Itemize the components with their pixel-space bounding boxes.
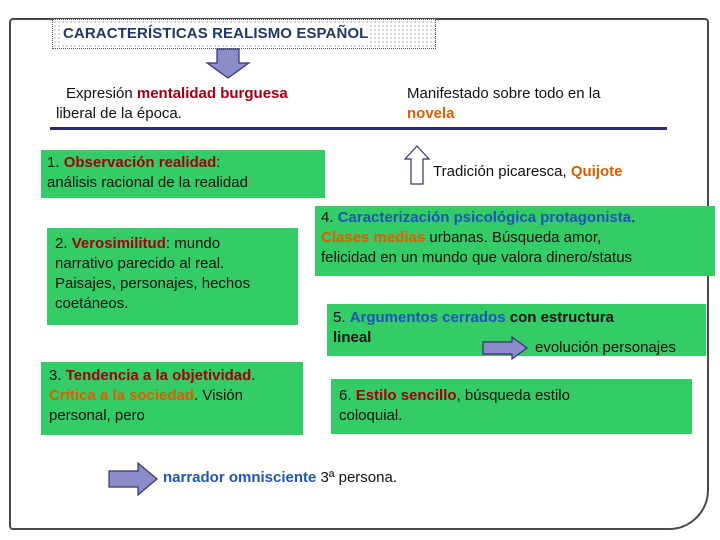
item-5-lineal: lineal bbox=[333, 329, 372, 346]
item-3-highlight: Tendencia a la objetividad bbox=[65, 367, 252, 384]
divider-line bbox=[50, 127, 667, 130]
intro-left-highlight: mentalidad burguesa bbox=[136, 85, 288, 102]
page-title: CARACTERÍSTICAS REALISMO ESPAÑOL bbox=[63, 25, 369, 42]
narrator-text: narrador omnisciente 3ª persona. bbox=[163, 469, 397, 486]
item-4-highlight: Caracterización psicológica protagonista bbox=[337, 209, 632, 226]
item-3-highlight-2: Crítica a la sociedad bbox=[49, 387, 195, 404]
down-arrow-icon bbox=[205, 49, 251, 79]
intro-right bbox=[407, 84, 687, 124]
up-arrow-icon bbox=[404, 145, 430, 185]
intro-right-line1: Manifestado sobre todo en la bbox=[407, 85, 601, 102]
tradition-highlight: Quijote bbox=[570, 163, 623, 180]
intro-left-line1: Expresión mentalidad burguesa bbox=[66, 85, 288, 102]
intro-left bbox=[56, 84, 376, 124]
tradition-text: Tradición picaresca, Quijote bbox=[433, 163, 623, 180]
right-arrow-icon-bottom bbox=[108, 462, 158, 496]
item-4-box: 4. Caracterización psicológica protagonista. Clases medias urbanas. Búsqueda amor, felicidad en un mundo que valora dinero/status bbox=[315, 206, 715, 276]
item-5-box: 5. Argumentos cerrados con estructura lineal evolución personajes bbox=[327, 304, 706, 356]
item-1-box: 1. Observación realidad: análisis racional de la realidad bbox=[41, 150, 325, 198]
item-6-box: 6. Estilo sencillo, búsqueda estilo coloquial. bbox=[331, 379, 692, 434]
item-6-highlight: Estilo sencillo bbox=[355, 387, 457, 404]
intro-left-line2: liberal de la época. bbox=[56, 105, 182, 122]
right-arrow-icon bbox=[482, 336, 528, 360]
item-4-highlight-2: Clases medias bbox=[321, 229, 426, 246]
narrator-highlight: narrador omnisciente bbox=[163, 469, 317, 486]
item-5-evolucion: evolución personajes bbox=[535, 339, 676, 356]
item-5-highlight: Argumentos cerrados bbox=[349, 309, 506, 326]
intro-right-highlight: novela bbox=[407, 105, 455, 122]
item-2-highlight: Verosimilitud bbox=[71, 235, 166, 252]
item-1-highlight: Observación realidad bbox=[63, 154, 217, 171]
item-3-box: 3. Tendencia a la objetividad. Crítica a la sociedad. Visión personal, pero bbox=[41, 362, 303, 435]
item-2-box: 2. Verosimilitud: mundo narrativo parecido al real. Paisajes, personajes, hechos coetáneos. bbox=[47, 228, 298, 325]
